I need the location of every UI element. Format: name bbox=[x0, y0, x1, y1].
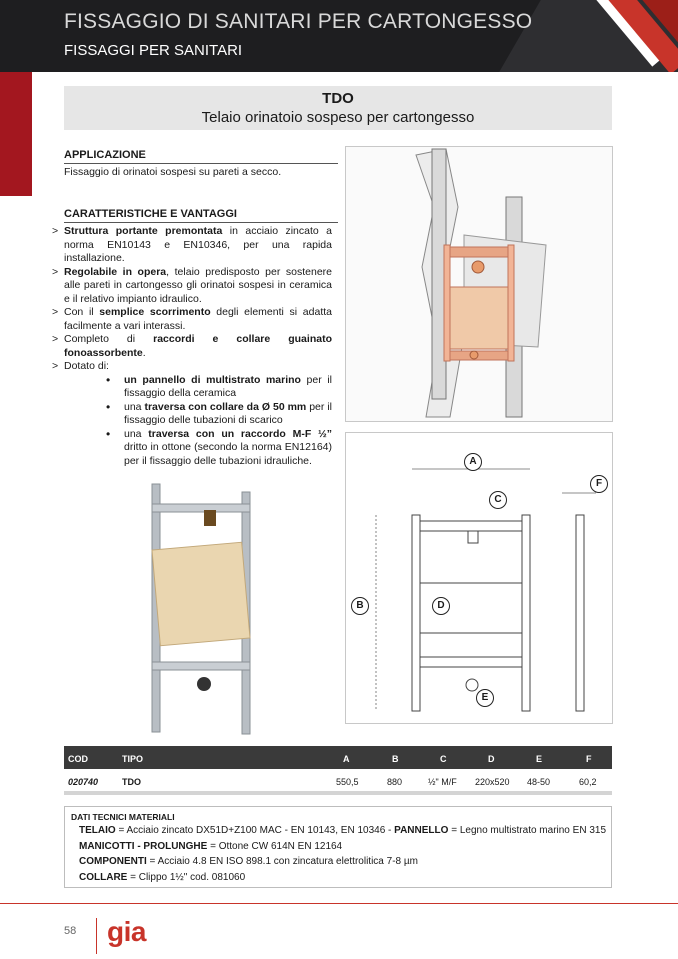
dimension-label-c: C bbox=[489, 491, 507, 509]
brand-logo: gia bbox=[107, 916, 146, 947]
list-item: > Con il semplice scorrimento degli elementi si adatta facilmente a vari interassi. bbox=[52, 306, 332, 333]
sub-list-item: • una traversa con un raccordo M-F ½” dritto in ottone (secondo la norma EN12164) per il fissaggio delle tubazioni idrauliche. bbox=[112, 428, 332, 469]
dimension-label-b: B bbox=[351, 597, 369, 615]
column-header: A bbox=[343, 754, 350, 764]
dimension-label-a: A bbox=[464, 453, 482, 471]
list-item: > Struttura portante premontata in acciaio zincato a norma EN10143 e EN10346, per una rapida installazione. bbox=[52, 225, 332, 266]
dimension-label-d: D bbox=[432, 597, 450, 615]
features-list bbox=[52, 225, 332, 468]
column-header: C bbox=[440, 754, 447, 764]
list-item: > Dotato di: • un pannello di multistrato marino per il fissaggio della ceramica • una traversa con collare da Ø 50 mm per il fissaggio delle tubazioni di scarico • una traversa con un raccordo M-F ½” dritto in ottone (secondo la norma EN12164) per il fissaggio delle tubazioni idrauliche. bbox=[52, 360, 332, 468]
side-accent-bar bbox=[0, 72, 32, 196]
logo-divider bbox=[96, 918, 97, 954]
table-cell-f: 60,2 bbox=[579, 777, 597, 787]
product-title-box bbox=[64, 86, 612, 130]
sub-list-item: • un pannello di multistrato marino per il fissaggio della ceramica bbox=[112, 374, 332, 401]
product-name: Telaio orinatoio sospeso per cartongesso bbox=[201, 109, 475, 126]
dimension-drawing bbox=[346, 433, 614, 725]
list-item: > Completo di raccordi e collare guainato fonoassorbente. bbox=[52, 333, 332, 360]
technical-data-line: COLLARE = Clippo 1½" cod. 081060 bbox=[79, 871, 246, 883]
table-cell-b: 880 bbox=[387, 777, 403, 787]
technical-data-line: MANICOTTI - PROLUNGHE = Ottone CW 614N EN 12164 bbox=[79, 840, 343, 852]
technical-data-title: DATI TECNICI MATERIALI bbox=[71, 812, 175, 822]
technical-data-line: TELAIO = Acciaio zincato DX51D+Z100 MAC - EN 10143, EN 10346 - PANNELLO = Legno multistrato marino EN 315 bbox=[79, 825, 607, 836]
installation-drawing bbox=[346, 147, 614, 423]
product-photo-drawing bbox=[142, 482, 262, 736]
product-table bbox=[64, 746, 612, 795]
table-row bbox=[64, 769, 612, 795]
applicazione-text: Fissaggio di orinatoi sospesi su pareti a secco. bbox=[64, 166, 282, 178]
footer-divider bbox=[0, 903, 678, 904]
column-header: D bbox=[488, 754, 495, 764]
product-code: TDO bbox=[322, 90, 354, 107]
section-heading-caratteristiche: CARATTERISTICHE E VANTAGGI bbox=[64, 208, 338, 223]
column-header: COD bbox=[68, 754, 88, 764]
page-number: 58 bbox=[64, 925, 77, 937]
technical-data-line: COMPONENTI = Acciaio 4.8 EN ISO 898.1 con zincatura elettrolitica 7-8 µm bbox=[79, 856, 418, 867]
page-title: FISSAGGIO DI SANITARI PER CARTONGESSO bbox=[64, 10, 533, 33]
column-header: F bbox=[586, 754, 592, 764]
section-heading-applicazione: APPLICAZIONE bbox=[64, 149, 338, 164]
technical-diagram bbox=[345, 432, 613, 724]
table-cell-c: ½" M/F bbox=[428, 777, 457, 787]
page-header bbox=[0, 0, 678, 72]
table-cell-cod: 020740 bbox=[68, 777, 99, 787]
table-cell-a: 550,5 bbox=[336, 777, 359, 787]
product-photo bbox=[142, 482, 262, 736]
table-cell-d: 220x520 bbox=[475, 777, 510, 787]
page-subtitle: FISSAGGI PER SANITARI bbox=[64, 42, 243, 59]
list-item: > Regolabile in opera, telaio predisposto per sostenere alle pareti in cartongesso gli orinatoi sospesi in ceramica e il relativo impianto idraulico. bbox=[52, 266, 332, 307]
sub-list bbox=[112, 374, 332, 469]
column-header: E bbox=[536, 754, 543, 764]
installation-illustration bbox=[345, 146, 613, 422]
table-header bbox=[64, 746, 612, 769]
table-cell-tipo: TDO bbox=[122, 777, 141, 787]
sub-list-item: • una traversa con collare da Ø 50 mm per il fissaggio delle tubazioni di scarico bbox=[112, 401, 332, 428]
dimension-label-f: F bbox=[590, 475, 608, 493]
dimension-label-e: E bbox=[476, 689, 494, 707]
table-cell-e: 48-50 bbox=[527, 777, 551, 787]
technical-data-box bbox=[64, 806, 612, 888]
column-header: B bbox=[392, 754, 399, 764]
column-header: TIPO bbox=[122, 754, 144, 764]
